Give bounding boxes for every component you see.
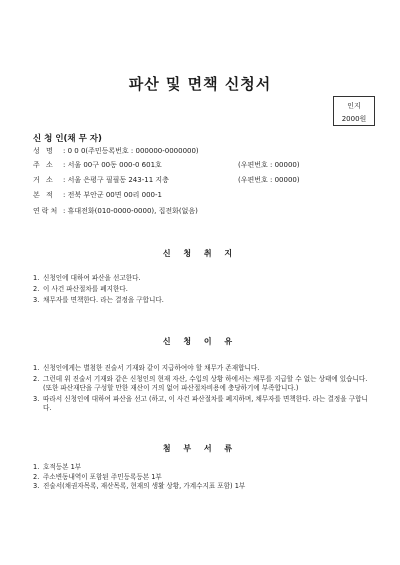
item-text: 따라서 신청인에 대하여 파산을 선고 (하고, 이 사건 파산절차를 폐지하며, 채무자를 면책한다. 라는 결정을 구합니다. [43, 395, 368, 412]
field-label: 본 적 [33, 191, 55, 199]
field-value: : 전북 부안군 00면 00리 000-1 [63, 191, 162, 199]
item-number: 2. [33, 285, 40, 293]
list-item [33, 395, 373, 413]
list-item [33, 482, 373, 491]
stamp-label: 인지 [347, 102, 361, 110]
list-item [33, 296, 373, 305]
item-text: 그런데 위 진술서 기재와 같은 신청인의 현재 자산, 수입의 상황 하에서는 채무를 지급할 수 없는 상태에 있습니다. (또한 파산재단을 구성할 만한 재산이 거의 없어 파산절차비용에 충당하기에 부족합니다.) [43, 375, 368, 392]
reason-section-title: 신 청 이 유 [162, 337, 238, 346]
field-value: : 0 0 0(주민등록번호 : 000000-0000000) [63, 147, 199, 155]
list-item [33, 274, 373, 283]
applicant-address-row [33, 160, 300, 170]
item-text: 채무자를 면책한다. 라는 결정을 구합니다. [43, 296, 164, 304]
applicant-heading: 신 청 인(채 무 자) [33, 134, 102, 144]
item-text: 진술서(채권자목록, 재산목록, 현재의 생활 상황, 가계수지표 포함) 1부 [43, 482, 246, 490]
item-number: 3. [33, 482, 40, 490]
item-number: 1. [33, 463, 40, 471]
item-text: 이 사건 파산절차를 폐지한다. [43, 285, 128, 293]
item-number: 3. [33, 395, 40, 403]
postal-code: (우편번호 : 00000) [238, 176, 300, 184]
item-number: 1. [33, 364, 40, 372]
purpose-section-title: 신 청 취 지 [162, 249, 238, 258]
list-item [33, 285, 373, 294]
field-value: : 서울 은평구 필필동 243-11 지층 [63, 176, 169, 184]
item-text: 호적등본 1부 [43, 463, 82, 471]
revenue-stamp-box [333, 96, 375, 126]
applicant-domicile-row [33, 190, 162, 200]
field-label: 성 명 [33, 147, 55, 155]
list-item [33, 364, 373, 373]
postal-code: (우편번호 : 00000) [238, 161, 300, 169]
field-label: 주 소 [33, 161, 55, 169]
applicant-contact-row [33, 206, 198, 216]
reason-list [33, 364, 373, 415]
list-item [33, 473, 373, 482]
field-label: 거 소 [33, 176, 55, 184]
item-number: 2. [33, 472, 40, 481]
purpose-list [33, 274, 373, 307]
document-title: 파산 및 면책 신청서 [128, 75, 272, 93]
item-text: 주소변동내역이 포함된 주민등록등본 1부 [43, 472, 162, 481]
attachments-section-title: 첨 부 서 류 [162, 444, 238, 453]
applicant-name-row [33, 146, 199, 156]
item-number: 1. [33, 274, 40, 282]
item-text: 신청인에게는 별첨한 진술서 기재와 같이 지급하여야 할 채무가 존재합니다. [43, 364, 260, 372]
list-item [33, 375, 373, 393]
item-number: 3. [33, 296, 40, 304]
field-value: : 휴대전화(010-0000-0000), 집전화(없음) [63, 207, 198, 215]
field-value: : 서울 00구 00동 000-0 601호 [63, 161, 162, 169]
field-label: 연락처 [33, 207, 60, 215]
applicant-residence-row [33, 175, 300, 185]
stamp-amount: 2000원 [341, 115, 367, 123]
item-text: 신청인에 대하여 파산을 선고한다. [43, 274, 141, 282]
item-number: 2. [33, 375, 40, 383]
list-item [33, 463, 373, 472]
attachments-list [33, 463, 373, 492]
